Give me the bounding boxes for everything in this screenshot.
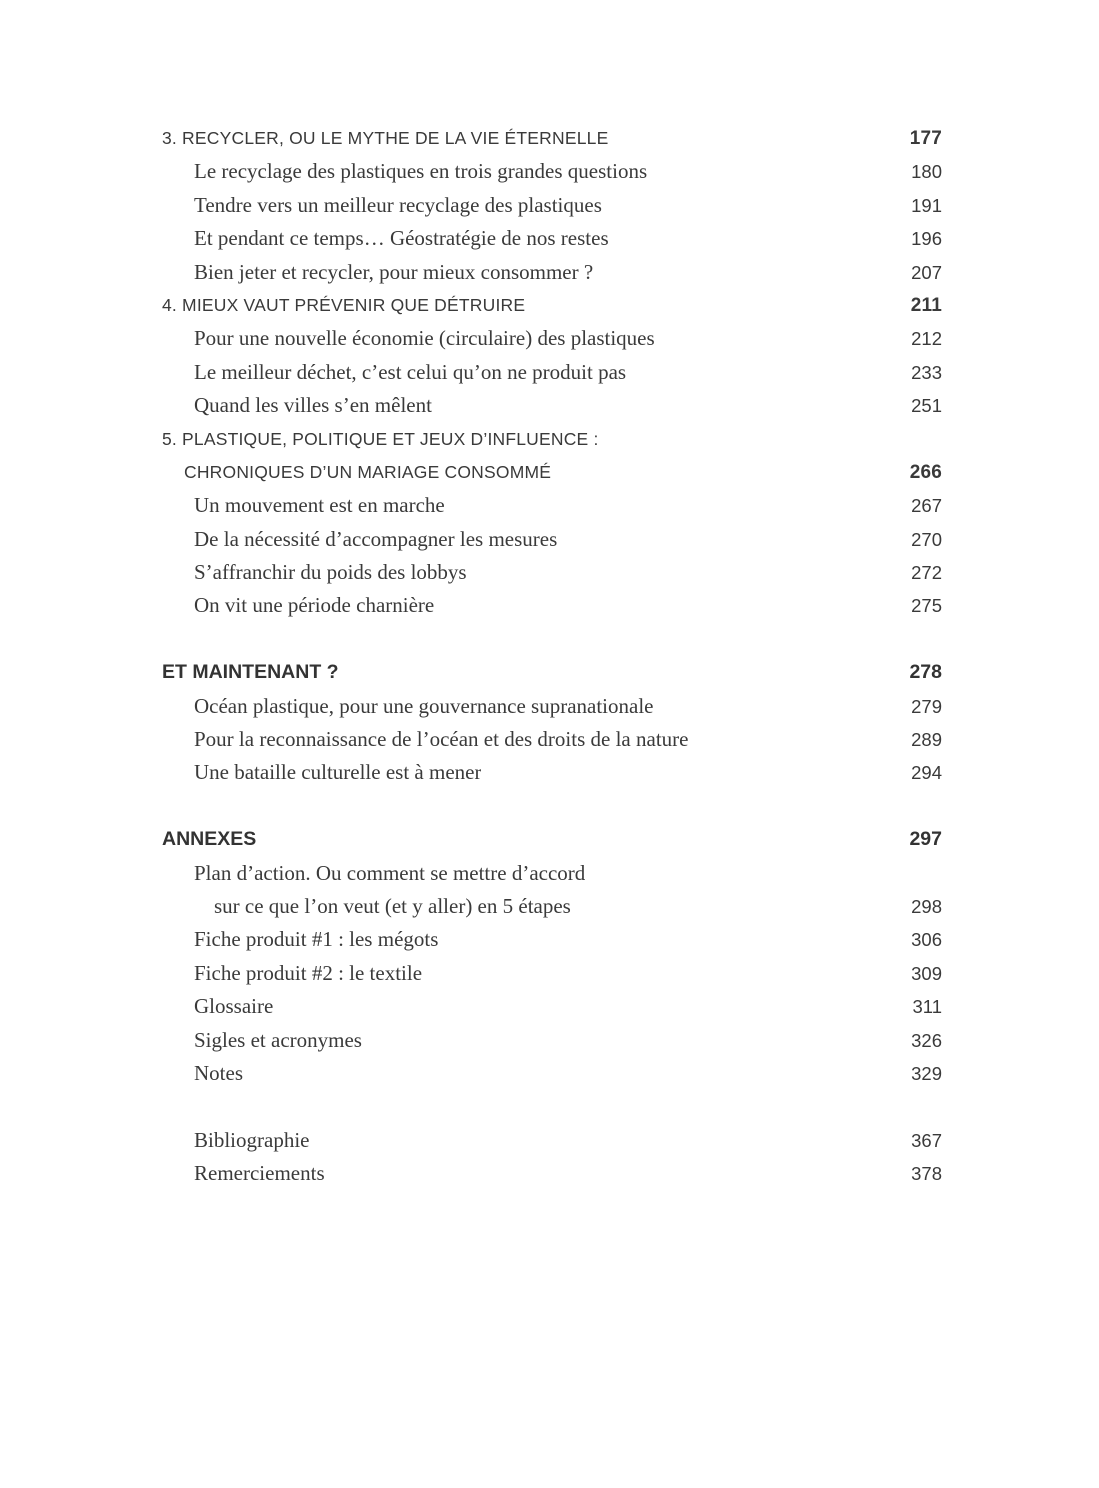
- toc-entry[interactable]: [162, 155, 942, 188]
- page-number: 306: [911, 929, 942, 951]
- toc-entry[interactable]: [162, 690, 942, 723]
- page-number: 207: [911, 261, 942, 283]
- page-number: 196: [911, 228, 942, 250]
- page-number: 294: [911, 762, 942, 784]
- page-number: 212: [911, 328, 942, 350]
- toc-entry[interactable]: [162, 589, 942, 622]
- page-number: 297: [909, 828, 942, 851]
- toc-chapter-5-continued[interactable]: [162, 456, 942, 489]
- page-number: 279: [911, 695, 942, 717]
- spacer: [162, 1090, 942, 1123]
- page-number: 191: [911, 194, 942, 216]
- entry-title: Bibliographie: [194, 1127, 310, 1152]
- entry-title: Océan plastique, pour une gouvernance supranationale: [194, 693, 654, 718]
- entry-title: Le recyclage des plastiques en trois grandes questions: [194, 159, 648, 184]
- page-number: 180: [911, 161, 942, 183]
- entry-title: Pour la reconnaissance de l’océan et des droits de la nature: [194, 727, 689, 752]
- page-number: 309: [911, 962, 942, 984]
- toc-entry[interactable]: [162, 923, 942, 956]
- toc-entry[interactable]: [162, 322, 942, 355]
- page-number: 367: [911, 1129, 942, 1151]
- spacer: [162, 790, 942, 823]
- page-number: 298: [911, 895, 942, 917]
- toc-chapter-4[interactable]: [162, 289, 942, 322]
- toc-entry[interactable]: [162, 957, 942, 990]
- page-number: 270: [911, 528, 942, 550]
- toc-entry[interactable]: [162, 356, 942, 389]
- toc-entry[interactable]: [162, 189, 942, 222]
- table-of-contents: [162, 122, 942, 1191]
- toc-entry[interactable]: [162, 222, 942, 255]
- toc-entry[interactable]: [162, 1024, 942, 1057]
- chapter-title: 4. MIEUX VAUT PRÉVENIR QUE DÉTRUIRE: [162, 294, 526, 315]
- toc-entry-plan-continued[interactable]: [162, 890, 942, 923]
- toc-chapter-3[interactable]: [162, 122, 942, 155]
- part-title: ET MAINTENANT ?: [162, 661, 339, 684]
- page-number: 266: [909, 461, 942, 483]
- page-number: 326: [911, 1029, 942, 1051]
- entry-title: On vit une période charnière: [194, 593, 435, 618]
- part-title: ANNEXES: [162, 828, 257, 851]
- entry-title: Plan d’action. Ou comment se mettre d’accord: [194, 860, 586, 885]
- entry-title-continued: sur ce que l’on veut (et y aller) en 5 étapes: [214, 893, 571, 918]
- entry-title: Fiche produit #1 : les mégots: [194, 927, 439, 952]
- entry-title: Un mouvement est en marche: [194, 493, 445, 518]
- entry-title: Une bataille culturelle est à mener: [194, 760, 482, 785]
- toc-entry[interactable]: [162, 256, 942, 289]
- entry-title: Fiche produit #2 : le textile: [194, 960, 423, 985]
- page-number: 378: [911, 1163, 942, 1185]
- page-number: 251: [911, 395, 942, 417]
- page-number: 311: [912, 996, 942, 1018]
- page-number: 211: [910, 294, 942, 316]
- page-number: 278: [909, 661, 942, 684]
- entry-title: Sigles et acronymes: [194, 1027, 362, 1052]
- page-number: 272: [911, 562, 942, 584]
- toc-part-annexes[interactable]: [162, 823, 942, 856]
- entry-title: Et pendant ce temps… Géostratégie de nos restes: [194, 226, 609, 251]
- toc-entry[interactable]: [162, 1124, 942, 1157]
- page-number: 177: [909, 128, 942, 149]
- toc-entry[interactable]: [162, 389, 942, 422]
- page-number: 267: [911, 495, 942, 517]
- spacer: [162, 623, 942, 656]
- toc-entry[interactable]: [162, 990, 942, 1023]
- page-number: 289: [911, 729, 942, 751]
- toc-chapter-5[interactable]: [162, 423, 942, 456]
- page-number: 233: [911, 361, 942, 383]
- entry-title: Bien jeter et recycler, pour mieux consommer ?: [194, 259, 594, 284]
- toc-entry[interactable]: [162, 756, 942, 789]
- entry-title: Glossaire: [194, 994, 274, 1019]
- entry-title: Remerciements: [194, 1161, 325, 1186]
- toc-part-et-maintenant[interactable]: [162, 656, 942, 689]
- chapter-title: 5. PLASTIQUE, POLITIQUE ET JEUX D’INFLUENCE :: [162, 428, 599, 449]
- chapter-title: 3. RECYCLER, OU LE MYTHE DE LA VIE ÉTERNELLE: [162, 128, 609, 148]
- toc-entry[interactable]: [162, 489, 942, 522]
- chapter-title-continued: CHRONIQUES D’UN MARIAGE CONSOMMÉ: [184, 461, 552, 482]
- entry-title: Notes: [194, 1060, 243, 1085]
- page-number: 275: [911, 595, 942, 617]
- toc-entry[interactable]: [162, 723, 942, 756]
- toc-entry[interactable]: [162, 556, 942, 589]
- entry-title: Quand les villes s’en mêlent: [194, 393, 432, 418]
- entry-title: Pour une nouvelle économie (circulaire) des plastiques: [194, 326, 655, 351]
- entry-title: De la nécessité d’accompagner les mesures: [194, 526, 558, 551]
- toc-entry[interactable]: [162, 1057, 942, 1090]
- page-number: 329: [911, 1062, 942, 1084]
- entry-title: Tendre vers un meilleur recyclage des plastiques: [194, 192, 602, 217]
- toc-entry-plan[interactable]: [162, 857, 942, 890]
- toc-entry[interactable]: [162, 1157, 942, 1190]
- entry-title: Le meilleur déchet, c’est celui qu’on ne produit pas: [194, 359, 627, 384]
- toc-entry[interactable]: [162, 523, 942, 556]
- entry-title: S’affranchir du poids des lobbys: [194, 560, 467, 585]
